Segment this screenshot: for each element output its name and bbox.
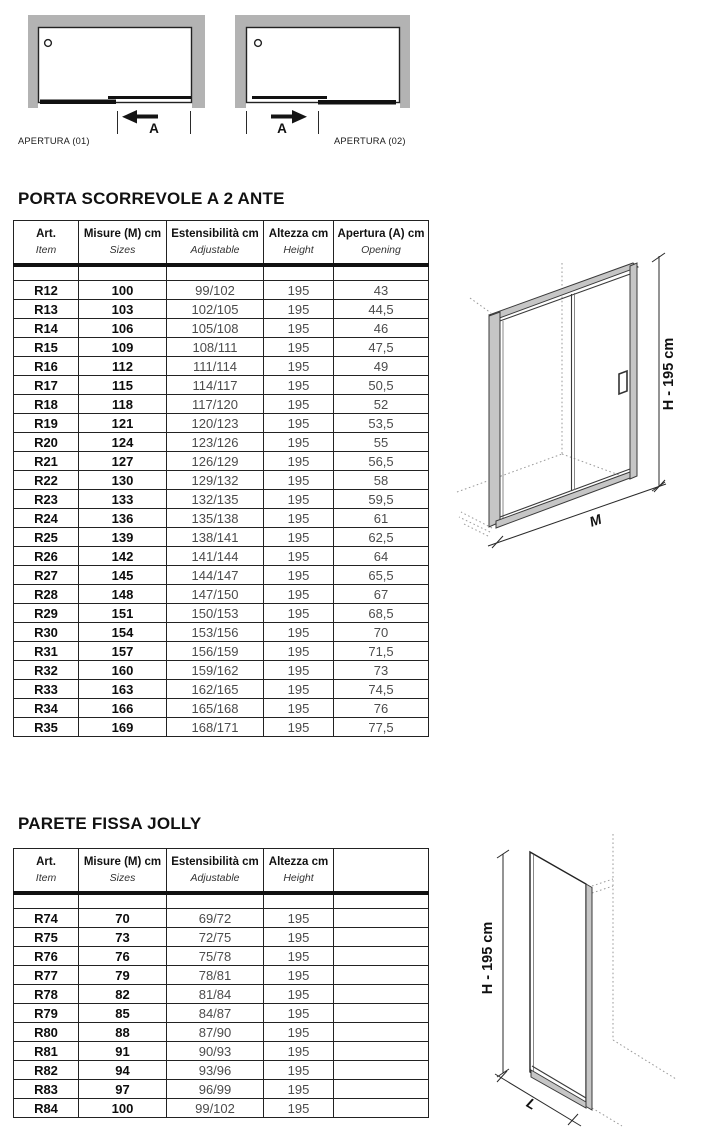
- column-header-misure-m-cm: [79, 849, 167, 893]
- table-cell: 166: [79, 699, 167, 718]
- table-cell: 59,5: [334, 490, 429, 509]
- table-row: [14, 414, 429, 433]
- table-cell: 159/162: [167, 661, 264, 680]
- bottom-glass-edge: [500, 469, 630, 517]
- top-rail: [489, 263, 638, 320]
- table-cell: 74,5: [334, 680, 429, 699]
- table-cell: 195: [264, 319, 334, 338]
- spacer-cell: [79, 265, 167, 281]
- table-row: [14, 680, 429, 699]
- column-header-misure-m-cm: [79, 221, 167, 265]
- table-cell: 67: [334, 585, 429, 604]
- table-cell: 195: [264, 985, 334, 1004]
- fixed-panel-drawing: [470, 818, 716, 1136]
- table-cell: 195: [264, 623, 334, 642]
- table-row: [14, 376, 429, 395]
- table-cell: 123/126: [167, 433, 264, 452]
- table-cell: 124: [79, 433, 167, 452]
- column-sublabel: Sizes: [109, 871, 136, 884]
- table-row: [14, 966, 429, 985]
- table-cell: 151: [79, 604, 167, 623]
- column-sublabel: Item: [35, 243, 57, 256]
- table-row: [14, 357, 429, 376]
- table-cell: 156/159: [167, 642, 264, 661]
- table-cell: 138/141: [167, 528, 264, 547]
- table-cell: 195: [264, 300, 334, 319]
- column-header-altezza-cm: [264, 221, 334, 265]
- column-sublabel: Height: [283, 871, 314, 884]
- table-cell: [334, 985, 429, 1004]
- construction-dotted-lines: [457, 263, 630, 536]
- table-cell: 195: [264, 509, 334, 528]
- table-cell: R12: [14, 281, 79, 300]
- table-cell: [334, 1023, 429, 1042]
- table-cell: 195: [264, 414, 334, 433]
- table-row: [14, 1061, 429, 1080]
- table-cell: 43: [334, 281, 429, 300]
- header-row: [14, 849, 429, 893]
- table-cell: 62,5: [334, 528, 429, 547]
- table-cell: 153/156: [167, 623, 264, 642]
- spacer-cell: [334, 265, 429, 281]
- table-cell: R84: [14, 1099, 79, 1118]
- table-row: [14, 1023, 429, 1042]
- table-cell: 195: [264, 452, 334, 471]
- height-label: H - 195 cm: [661, 337, 677, 411]
- table-cell: [334, 1099, 429, 1118]
- table-cell: 96/99: [167, 1080, 264, 1099]
- table-cell: 114/117: [167, 376, 264, 395]
- table-cell: 55: [334, 433, 429, 452]
- table-row: [14, 1080, 429, 1099]
- table-cell: R76: [14, 947, 79, 966]
- table-row: [14, 300, 429, 319]
- table-cell: R81: [14, 1042, 79, 1061]
- construction-dotted-lines: [592, 834, 676, 1126]
- table-row: [14, 585, 429, 604]
- table-cell: 99/102: [167, 1099, 264, 1118]
- spacer-cell: [14, 265, 79, 281]
- table-cell: 195: [264, 490, 334, 509]
- table-cell: 99/102: [167, 281, 264, 300]
- table-cell: 100: [79, 1099, 167, 1118]
- table-row: [14, 395, 429, 414]
- table-row: [14, 928, 429, 947]
- table-cell: 82: [79, 985, 167, 1004]
- table-row: [14, 642, 429, 661]
- table-row: [14, 547, 429, 566]
- table-cell: 195: [264, 661, 334, 680]
- table-row: [14, 1099, 429, 1118]
- table-row: [14, 623, 429, 642]
- column-header-apertura-a-cm: [334, 221, 429, 265]
- table-cell: R29: [14, 604, 79, 623]
- table-cell: 145: [79, 566, 167, 585]
- table-cell: R35: [14, 718, 79, 737]
- right-frame-profile: [586, 884, 592, 1110]
- table-cell: 73: [334, 661, 429, 680]
- table-cell: 150/153: [167, 604, 264, 623]
- table-cell: 76: [334, 699, 429, 718]
- table-cell: 195: [264, 528, 334, 547]
- door-handle-icon: [619, 371, 627, 394]
- column-label: Art.: [36, 228, 56, 241]
- column-sublabel: Adjustable: [190, 871, 240, 884]
- table-cell: 115: [79, 376, 167, 395]
- shower-enclosure-plan: [247, 28, 400, 103]
- table-cell: 195: [264, 433, 334, 452]
- table-row: [14, 509, 429, 528]
- table-cell: 106: [79, 319, 167, 338]
- table-cell: R83: [14, 1080, 79, 1099]
- table-cell: [334, 928, 429, 947]
- width-label: M: [587, 510, 604, 530]
- table-cell: R34: [14, 699, 79, 718]
- column-label: Altezza cm: [268, 228, 329, 241]
- table-row: [14, 490, 429, 509]
- table-cell: R18: [14, 395, 79, 414]
- table-cell: R15: [14, 338, 79, 357]
- table-cell: [334, 966, 429, 985]
- table-cell: 130: [79, 471, 167, 490]
- spacer-cell: [14, 893, 79, 909]
- table-cell: 58: [334, 471, 429, 490]
- table-cell: 195: [264, 699, 334, 718]
- table-cell: R32: [14, 661, 79, 680]
- table-cell: 142: [79, 547, 167, 566]
- table-row: [14, 471, 429, 490]
- table-row: [14, 338, 429, 357]
- table-cell: 118: [79, 395, 167, 414]
- table-row: [14, 985, 429, 1004]
- spacer-cell: [334, 893, 429, 909]
- table-cell: 162/165: [167, 680, 264, 699]
- table-cell: 195: [264, 357, 334, 376]
- column-header-estensibilit-cm: [167, 849, 264, 893]
- apertura-01-label: APERTURA (01): [18, 136, 90, 146]
- table-row: [14, 566, 429, 585]
- table-cell: 105/108: [167, 319, 264, 338]
- table-cell: 71,5: [334, 642, 429, 661]
- table-cell: 52: [334, 395, 429, 414]
- table-cell: R20: [14, 433, 79, 452]
- table-cell: 195: [264, 338, 334, 357]
- table-cell: [334, 1080, 429, 1099]
- door-panel-fixed: [252, 96, 327, 99]
- header-row: [14, 221, 429, 265]
- table-cell: R31: [14, 642, 79, 661]
- table-cell: 78/81: [167, 966, 264, 985]
- table-cell: R17: [14, 376, 79, 395]
- left-frame-profile: [489, 312, 500, 527]
- table-cell: 88: [79, 1023, 167, 1042]
- bottom-rail: [531, 1070, 586, 1108]
- table-row: [14, 281, 429, 300]
- table-cell: [334, 1061, 429, 1080]
- table-cell: 84/87: [167, 1004, 264, 1023]
- table-cell: 148: [79, 585, 167, 604]
- column-header-empty: [334, 849, 429, 893]
- table-cell: 79: [79, 966, 167, 985]
- table-cell: 109: [79, 338, 167, 357]
- glass-panel: [530, 852, 586, 1106]
- table-cell: 46: [334, 319, 429, 338]
- table-row: [14, 433, 429, 452]
- table-cell: 81/84: [167, 985, 264, 1004]
- table-cell: 195: [264, 680, 334, 699]
- table-row: [14, 947, 429, 966]
- porta-scorrevole-table: [13, 220, 429, 737]
- table-cell: 132/135: [167, 490, 264, 509]
- table-cell: 61: [334, 509, 429, 528]
- column-label: Estensibilità cm: [171, 228, 259, 241]
- table-cell: 73: [79, 928, 167, 947]
- table-cell: 154: [79, 623, 167, 642]
- table-cell: 56,5: [334, 452, 429, 471]
- column-label: Art.: [36, 856, 56, 869]
- table-cell: 195: [264, 718, 334, 737]
- table-cell: R16: [14, 357, 79, 376]
- column-label: Estensibilità cm: [171, 856, 259, 869]
- spacer-cell: [264, 265, 334, 281]
- door-panel-fixed: [108, 96, 191, 99]
- door-panel-sliding: [40, 100, 116, 105]
- table-cell: 53,5: [334, 414, 429, 433]
- sliding-door-drawing: [455, 240, 716, 552]
- column-label: Apertura (A) cm: [337, 228, 425, 241]
- table-cell: 49: [334, 357, 429, 376]
- table-cell: R14: [14, 319, 79, 338]
- table-cell: 195: [264, 604, 334, 623]
- table-cell: 195: [264, 928, 334, 947]
- table-cell: R82: [14, 1061, 79, 1080]
- section-title-porta-scorrevole: PORTA SCORREVOLE A 2 ANTE: [18, 189, 285, 208]
- table-row: [14, 909, 429, 928]
- column-label: Misure (M) cm: [83, 228, 162, 241]
- table-cell: R13: [14, 300, 79, 319]
- table-cell: 111/114: [167, 357, 264, 376]
- column-sublabel: Height: [283, 243, 314, 256]
- height-label: H - 195 cm: [480, 921, 496, 995]
- table-cell: 120/123: [167, 414, 264, 433]
- table-cell: 133: [79, 490, 167, 509]
- table-cell: R28: [14, 585, 79, 604]
- table-cell: R21: [14, 452, 79, 471]
- table-cell: R80: [14, 1023, 79, 1042]
- table-row: [14, 699, 429, 718]
- table-cell: 129/132: [167, 471, 264, 490]
- table-cell: 64: [334, 547, 429, 566]
- table-cell: 195: [264, 471, 334, 490]
- width-label: L: [523, 1094, 540, 1113]
- table-cell: 126/129: [167, 452, 264, 471]
- table-cell: 68,5: [334, 604, 429, 623]
- spacer-cell: [167, 265, 264, 281]
- table-cell: R26: [14, 547, 79, 566]
- table-cell: R78: [14, 985, 79, 1004]
- table-cell: [334, 909, 429, 928]
- table-cell: 195: [264, 1004, 334, 1023]
- table-cell: 195: [264, 547, 334, 566]
- table-cell: 195: [264, 1042, 334, 1061]
- table-row: [14, 661, 429, 680]
- table-row: [14, 319, 429, 338]
- table-cell: 91: [79, 1042, 167, 1061]
- column-label: Misure (M) cm: [83, 856, 162, 869]
- table-cell: 141/144: [167, 547, 264, 566]
- table-cell: [334, 1004, 429, 1023]
- table-cell: 195: [264, 1061, 334, 1080]
- table-cell: 195: [264, 281, 334, 300]
- table-cell: 127: [79, 452, 167, 471]
- table-row: [14, 718, 429, 737]
- table-cell: [334, 1042, 429, 1061]
- table-cell: R33: [14, 680, 79, 699]
- table-row: [14, 1042, 429, 1061]
- spacer-row: [14, 265, 429, 281]
- table-cell: 135/138: [167, 509, 264, 528]
- table-cell: 103: [79, 300, 167, 319]
- table-cell: 70: [334, 623, 429, 642]
- spacer-row: [14, 893, 429, 909]
- table-cell: 195: [264, 966, 334, 985]
- table-cell: 112: [79, 357, 167, 376]
- apertura-02-label: APERTURA (02): [334, 136, 406, 146]
- table-row: [14, 604, 429, 623]
- table-cell: 121: [79, 414, 167, 433]
- table-cell: 169: [79, 718, 167, 737]
- table-cell: 76: [79, 947, 167, 966]
- table-cell: R30: [14, 623, 79, 642]
- table-cell: R24: [14, 509, 79, 528]
- table-cell: 195: [264, 909, 334, 928]
- apertura-01-diagram: [14, 8, 222, 153]
- table-cell: R23: [14, 490, 79, 509]
- table-cell: 93/96: [167, 1061, 264, 1080]
- section-title-parete-fissa: PARETE FISSA JOLLY: [18, 814, 202, 833]
- apertura-02-diagram: [225, 8, 425, 153]
- table-cell: 195: [264, 395, 334, 414]
- table-cell: 168/171: [167, 718, 264, 737]
- spacer-cell: [79, 893, 167, 909]
- table-cell: 47,5: [334, 338, 429, 357]
- table-cell: 165/168: [167, 699, 264, 718]
- table-cell: 144/147: [167, 566, 264, 585]
- table-cell: 117/120: [167, 395, 264, 414]
- table-cell: 50,5: [334, 376, 429, 395]
- table-cell: [334, 947, 429, 966]
- column-sublabel: Adjustable: [190, 243, 240, 256]
- table-cell: 90/93: [167, 1042, 264, 1061]
- column-sublabel: Sizes: [109, 243, 136, 256]
- table-cell: 65,5: [334, 566, 429, 585]
- table-cell: 139: [79, 528, 167, 547]
- top-rail-inner-edge: [497, 273, 633, 322]
- table-cell: 100: [79, 281, 167, 300]
- spacer-cell: [167, 893, 264, 909]
- table-cell: R25: [14, 528, 79, 547]
- table-cell: 195: [264, 642, 334, 661]
- height-dimension: [497, 850, 509, 1077]
- right-frame-profile: [630, 263, 637, 479]
- table-cell: R19: [14, 414, 79, 433]
- column-sublabel: Item: [35, 871, 57, 884]
- knob-icon: [255, 40, 262, 47]
- table-cell: 195: [264, 1080, 334, 1099]
- table-cell: 102/105: [167, 300, 264, 319]
- table-cell: 136: [79, 509, 167, 528]
- column-header-estensibilit-cm: [167, 221, 264, 265]
- table-cell: 87/90: [167, 1023, 264, 1042]
- table-cell: 195: [264, 1099, 334, 1118]
- column-sublabel: Opening: [361, 243, 401, 256]
- table-row: [14, 1004, 429, 1023]
- table-cell: 163: [79, 680, 167, 699]
- table-cell: 72/75: [167, 928, 264, 947]
- table-cell: R79: [14, 1004, 79, 1023]
- column-header-altezza-cm: [264, 849, 334, 893]
- table-cell: R75: [14, 928, 79, 947]
- table-cell: 69/72: [167, 909, 264, 928]
- column-header-art: [14, 221, 79, 265]
- table-cell: 85: [79, 1004, 167, 1023]
- table-cell: 195: [264, 947, 334, 966]
- table-cell: 195: [264, 376, 334, 395]
- table-cell: R22: [14, 471, 79, 490]
- door-panel-sliding: [318, 100, 396, 105]
- table-row: [14, 528, 429, 547]
- spacer-cell: [264, 893, 334, 909]
- column-label: Altezza cm: [268, 856, 329, 869]
- opening-dimension-label: A: [149, 121, 159, 136]
- knob-icon: [45, 40, 52, 47]
- table-cell: 108/111: [167, 338, 264, 357]
- table-cell: 195: [264, 566, 334, 585]
- table-cell: 160: [79, 661, 167, 680]
- shower-enclosure-plan: [39, 28, 192, 103]
- table-cell: 94: [79, 1061, 167, 1080]
- table-cell: 147/150: [167, 585, 264, 604]
- table-cell: 195: [264, 1023, 334, 1042]
- table-cell: R74: [14, 909, 79, 928]
- table-cell: 97: [79, 1080, 167, 1099]
- column-header-art: [14, 849, 79, 893]
- table-cell: 75/78: [167, 947, 264, 966]
- parete-fissa-table: [13, 848, 429, 1118]
- table-cell: R77: [14, 966, 79, 985]
- table-cell: 77,5: [334, 718, 429, 737]
- table-cell: 44,5: [334, 300, 429, 319]
- table-row: [14, 452, 429, 471]
- opening-dimension-label: A: [277, 121, 287, 136]
- table-cell: R27: [14, 566, 79, 585]
- table-cell: 157: [79, 642, 167, 661]
- table-cell: 70: [79, 909, 167, 928]
- table-cell: 195: [264, 585, 334, 604]
